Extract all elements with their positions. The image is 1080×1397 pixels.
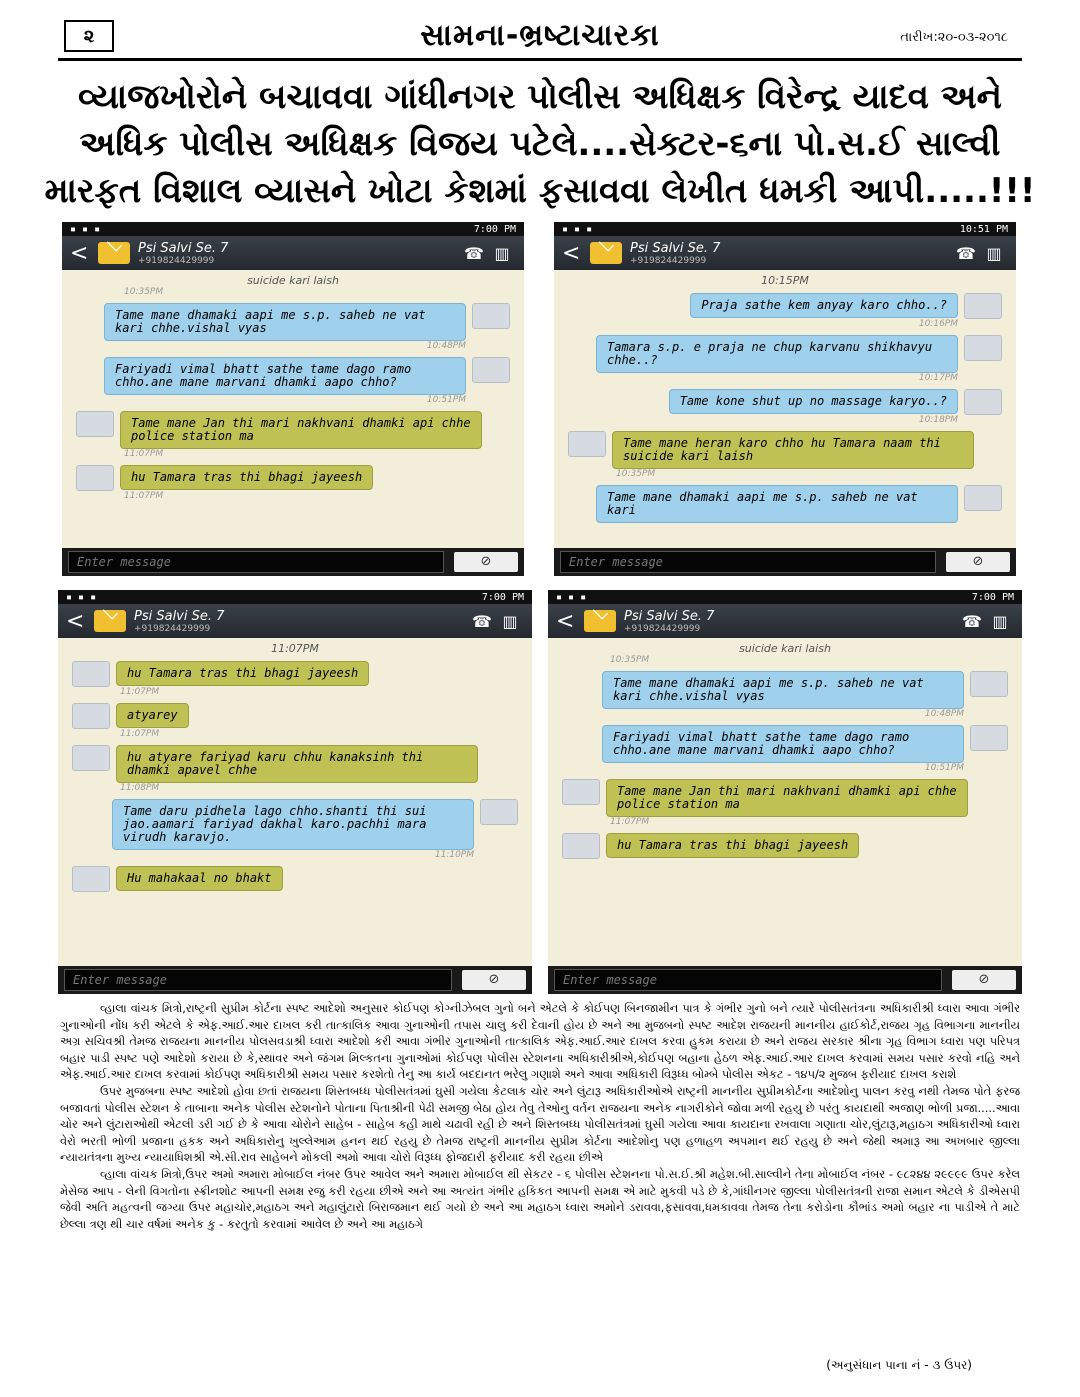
contact-number: +919824429999 (630, 255, 707, 266)
compose-bar (62, 548, 524, 576)
sent-message (562, 485, 1008, 523)
contact-avatar-icon (964, 389, 1002, 415)
contact-avatar-icon (970, 671, 1008, 697)
cutoff-text: 11:07PM (271, 642, 319, 655)
contact-avatar-icon (964, 335, 1002, 361)
headline (40, 74, 1040, 215)
compose-bar (548, 966, 1022, 994)
headline-line-3: મારફત વિશાલ વ્યાસને ખોટા કેશમાં ફસાવવા લેખીત ધમકી આપી.....!!! (44, 171, 1036, 211)
contact-avatar-icon (72, 661, 110, 687)
status-time: 7:00 PM (971, 591, 1014, 603)
message-bubble[interactable]: Tame daru pidhela lago chho.shanti thi sui jao.aamari fariyad dakhal karo.pachhi mara virudh karavjo. (112, 799, 474, 850)
message-envelope-icon (94, 610, 126, 632)
contact-avatar-icon (72, 703, 110, 729)
message-bubble[interactable]: Fariyadi vimal bhatt sathe tame dago ramo chho.ane mane marvani dhamki aapo chho? (602, 725, 964, 763)
contact-avatar-icon (472, 303, 510, 329)
message-list (62, 270, 524, 548)
message-timestamp: 10:35PM (610, 655, 650, 665)
received-message (66, 661, 524, 687)
contact-name: Psi Salvi Se. 7 (134, 608, 225, 624)
sms-screenshot-3 (58, 590, 532, 994)
contact-avatar-icon (970, 725, 1008, 751)
sent-message (562, 335, 1008, 373)
received-message (70, 411, 516, 449)
message-timestamp: 10:51PM (426, 395, 466, 405)
conversation-header (548, 604, 1022, 638)
message-input[interactable]: Enter message (560, 551, 936, 573)
message-list (554, 270, 1016, 548)
message-envelope-icon (584, 610, 616, 632)
received-message (70, 465, 516, 491)
message-timestamp: 10:16PM (918, 319, 958, 329)
received-message (66, 703, 524, 729)
message-bubble[interactable]: Tame mane dhamaki aapi me s.p. saheb ne vat kari (596, 485, 958, 523)
contact-number: +919824429999 (624, 623, 701, 634)
delete-trash-icon[interactable]: ▥ (502, 611, 518, 631)
status-icons: ▪ ▪ ▪ (562, 223, 593, 235)
contact-info (624, 609, 958, 634)
status-time: 7:00 PM (481, 591, 524, 603)
message-input[interactable]: Enter message (554, 969, 942, 991)
delete-trash-icon[interactable]: ▥ (992, 611, 1008, 631)
sent-message (556, 671, 1014, 709)
contact-number: +919824429999 (134, 623, 211, 634)
sms-screenshot-4 (548, 590, 1022, 994)
masthead (0, 0, 1080, 62)
cutoff-text: suicide kari laish (739, 642, 831, 655)
back-arrow-icon[interactable]: < (556, 608, 575, 634)
message-bubble[interactable]: Tame mane Jan thi mari nakhvani dhamki api chhe police station ma (606, 779, 968, 817)
message-bubble[interactable]: Tamara s.p. e praja ne chup karvanu shikhavyu chhe..? (596, 335, 958, 373)
contact-avatar-icon (472, 357, 510, 383)
message-list (548, 638, 1022, 966)
attach-send-button[interactable]: ⊘ (454, 552, 518, 572)
phone-call-icon[interactable]: ☎ (464, 243, 484, 263)
contact-info (138, 241, 460, 266)
message-bubble[interactable]: atyarey (116, 703, 189, 728)
contact-avatar-icon (72, 866, 110, 892)
message-bubble[interactable]: Tame kone shut up no massage karyo..? (669, 389, 958, 414)
back-arrow-icon[interactable]: < (562, 240, 581, 266)
conversation-header (62, 236, 524, 270)
phone-call-icon[interactable]: ☎ (472, 611, 492, 631)
article-paragraph-3: વ્હાલા વાંચક મિત્રો,ઉપર અમો અમારા મોબાઈલ નંબર ઉપર આવેલ અને અમારા મોબાઈલ થી સેકટર - ૬ પોલીસ સ્ટેશનના પો.સ.ઈ.શ્રી મહેશ.બી.સાલ્વીને તેના મોબાઈલ નંબર - ૯૮૨૪૪ ૨૯૯૯૯ ઉપર કરેલ મેસેજ આપ - લેની વિગતોના સ્ક્રીનશોટ આપની સમક્ષ રજુ કરી રહયા છીએ અને આ અત્યંત ગંભીર હકિકત આપની સમક્ષ એ માટે મુકવી પડે છે કે,ગાંધીનગર જીલ્લા પોલીસતંત્રની રાજા સમાન એટલે કે ડીએસપી જેવી અતિ મહત્વની જગ્યા ઉપર મહાચોર,મહાઠગ અને મહાલુંટારો બિરાજમાન થઈ ગયો છે અને આ મહાઠગ ધ્વારા અમોને ડરાવવા,ફસાવવા,ધમકાવવા તેમજ તેના કરોડોના કૌભાંડ અમો બહાર ના પાડીએ તે માટે છેલ્લા ત્રણ થી ચાર વર્ષમાં અનેક કુ - કરતુતો કરવામાં આવેલ છે અને આ મહાઠગે (60, 1166, 1020, 1231)
contact-avatar-icon (964, 293, 1002, 319)
contact-name: Psi Salvi Se. 7 (630, 240, 721, 256)
message-bubble[interactable]: Praja sathe kem anyay karo chho..? (690, 293, 958, 318)
status-icons: ▪ ▪ ▪ (66, 591, 97, 603)
phone-call-icon[interactable]: ☎ (956, 243, 976, 263)
message-bubble[interactable]: Tame mane heran karo chho hu Tamara naam thi suicide kari laish (612, 431, 974, 469)
status-bar (62, 222, 524, 236)
received-message (562, 431, 1008, 469)
sent-message (556, 725, 1014, 763)
article-paragraph-1: વ્હાલા વાંચક મિત્રો,રાષ્ટ્રની સુપ્રીમ કોર્ટના સ્પષ્ટ આદેશો અનુસાર કોઈપણ કોગ્નીઝેબલ ગુનો બને એટલે કે કોઈપણ બિનજામીન પાત્ર કે ગંભીર ગુનો બને ત્યારે પોલીસતંત્રના અધિકારીશ્રી ધ્વારા આવા ગંભીર ગુનાઓની નોંધ કરી એટલે કે એફ.આઈ.આર દાખલ કરી તાત્કાલિક આવા ગુનાઓની તપાસ ચાલુ કરી દેવાની હોય છે અને આ મુજબનો સ્પષ્ટ આદેશ રાજયની માનનીય હાઈકોર્ટ,રાજય ગૃહ વિભાગના માનનીય અગ્ર સચિવશ્રી તેમજ રાજયના માનનીય પોલસવડાશ્રી ધ્વારા આદેશો કરી આવા ગંભીર ગુનાઓની તાત્કાલિક એફ.આઈ.આર દાખલ કરવા હુકમ કરાયા છે અને રાજય સરકાર શ્રીના ગૃહ વિભાગ ધ્વારા પણ પરિપત્ર બહાર પાડી સ્પષ્ટ પણે આદેશો કરાયા છે કે,સ્થાવર અને જંગમ મિલ્કતના ગુનાઓમાં કોઈપણ પોલીસ સ્ટેશનના અધિકારીશ્રીએ,કોઈપણ બહાના હેઠળ એફ.આઈ.આર દાખલ કરવામાં સમય પસાર કરવો નહિ અને એફ.આઈ.આર દાખલ કરવામાં કોઈપણ અધિકારીશ્રી સમય પસાર કરશેતો તેનુ આ કાર્ય બદદાનત ભરેલુ ગણાશે અને આવા અધિકારી વિરૂધ્ધ બોમ્બે પોલીસ એકટ - ૧૪૫/૨ મુજબ ફરીયાદ દાખલ કરાશે (60, 1001, 1020, 1082)
message-timestamp: 10:18PM (918, 415, 958, 425)
message-bubble[interactable]: Hu mahakaal no bhakt (116, 866, 283, 891)
attach-send-button[interactable]: ⊘ (952, 970, 1016, 990)
message-timestamp: 10:17PM (918, 373, 958, 383)
header-rule (58, 58, 1022, 61)
contact-number: +919824429999 (138, 255, 215, 266)
message-timestamp: 11:07PM (120, 729, 160, 739)
message-timestamp: 11:07PM (124, 491, 164, 501)
contact-avatar-icon (562, 833, 600, 859)
message-bubble[interactable]: hu atyare fariyad karu chhu kanaksinh thi dhamki apavel chhe (116, 745, 478, 783)
phone-call-icon[interactable]: ☎ (962, 611, 982, 631)
attach-send-button[interactable]: ⊘ (462, 970, 526, 990)
contact-avatar-icon (76, 411, 114, 437)
message-bubble[interactable]: Tame mane Jan thi mari nakhvani dhamki api chhe police station ma (120, 411, 482, 449)
message-timestamp: 10:35PM (616, 469, 656, 479)
delete-trash-icon[interactable]: ▥ (986, 243, 1002, 263)
sent-message (562, 389, 1008, 415)
status-bar (554, 222, 1016, 236)
compose-bar (554, 548, 1016, 576)
status-bar (548, 590, 1022, 604)
back-arrow-icon[interactable]: < (66, 608, 85, 634)
message-timestamp: 10:51PM (924, 763, 964, 773)
contact-avatar-icon (568, 431, 606, 457)
message-bubble[interactable]: hu Tamara tras thi bhagi jayeesh (120, 465, 373, 490)
status-time: 7:00 PM (473, 223, 516, 235)
message-timestamp: 11:10PM (434, 850, 474, 860)
contact-info (630, 241, 952, 266)
headline-line-1: વ્યાજખોરોને બચાવવા ગાંધીનગર પોલીસ અધિક્ષક વિરેન્દ્ર યાદવ અને (78, 77, 1002, 117)
headline-line-2: અધિક પોલીસ અધિક્ષક વિજય પટેલે....સેક્ટર-૬ના પો.સ.ઈ સાલ્વી (79, 124, 1001, 164)
message-bubble[interactable]: Fariyadi vimal bhatt sathe tame dago ramo chho.ane mane marvani dhamki aapo chho? (104, 357, 466, 395)
message-timestamp: 10:35PM (124, 287, 164, 297)
message-envelope-icon (590, 242, 622, 264)
cutoff-text: 10:15PM (761, 274, 809, 287)
status-icons: ▪ ▪ ▪ (556, 591, 587, 603)
issue-date: તારીખ:૨૦-૦૩-૨૦૧૮ (900, 30, 1008, 45)
contact-avatar-icon (964, 485, 1002, 511)
contact-info (134, 609, 468, 634)
message-timestamp: 11:07PM (610, 817, 650, 827)
message-bubble[interactable]: Tame mane dhamaki aapi me s.p. saheb ne vat kari chhe.vishal vyas (602, 671, 964, 709)
attach-send-button[interactable]: ⊘ (946, 552, 1010, 572)
sent-message (562, 293, 1008, 319)
compose-bar (58, 966, 532, 994)
delete-trash-icon[interactable]: ▥ (494, 243, 510, 263)
sent-message (66, 799, 524, 850)
message-bubble[interactable]: hu Tamara tras thi bhagi jayeesh (116, 661, 369, 686)
status-icons: ▪ ▪ ▪ (70, 223, 101, 235)
received-message (556, 779, 1014, 817)
cutoff-text: suicide kari laish (247, 274, 339, 287)
status-bar (58, 590, 532, 604)
contact-name: Psi Salvi Se. 7 (624, 608, 715, 624)
received-message (66, 866, 524, 892)
message-input[interactable]: Enter message (68, 551, 444, 573)
message-envelope-icon (98, 242, 130, 264)
article-body (60, 1000, 1020, 1232)
newspaper-name: સામના-ભ્રષ્ટાચારકા (420, 18, 660, 53)
received-message (66, 745, 524, 783)
status-time: 10:51 PM (959, 223, 1008, 235)
article-paragraph-2: ઉપર મુજબના સ્પષ્ટ આદેશો હોવા છતાં રાજયના શિસ્તબધ્ધ પોલીસતંત્રમાં ઘુસી ગયેલા કેટલાક ચોર અને લુંટારૂ અધિકારીઓએ રાષ્ટ્રની માનનીય સુપ્રીમકોર્ટના આદેશોનુ પાલન કરવુ નથી તેમજ પોતે ફરજ બજાવતાં પોલીસ સ્ટેશન કે તાબાના અનેક પોલીસ સ્ટેશનોને પોતાના પિતાશ્રીની પેઢી સમજી બેઠા હોય તેવુ તેઓનુ વર્તન રાજયના અનેક નાગરીકોને જોવા મળી રહયુ છે પરંતુ કાયદાથી અજાણ ભોળી પ્રજા.....આવા ચોર અને લુંટારાઓથી એટલી ડરી ગઈ છે કે આવા ચોરોને સાહેબ - સાહેબ કહી માથે ચઢાવી રહી છે અને શિસ્તબધ્ધ પોલીસતંત્રમાં ઘુસી ગયેલા આવા કાયદાના રખવાલા ગણાતા ચોર,લુંટારૂ,મહાઠગ અધિકારીઓ ધ્વારા વેરો ભરતી ભોળી પ્રજાના હકક અને અધિકારોનુ ખુલ્લેઆમ હનન થઈ રહયુ છે તેમજ રાષ્ટ્રની માનનીય સુપ્રીમ કોર્ટના આદેશોનુ પણ હળાહળ અપમાન થઈ રહયુ છે અને જેથી અમારૂ આ અખબાર જીલ્લા ન્યાયતંત્રના મુખ્ય ન્યાયાધિશશ્રી એ.સી.રાવ સાહેબને મોકલી અમો આવા ચોરો વિરૂધ્ધ ફોજદારી ફરીયાદ કરી રહયા છીએ (60, 1083, 1020, 1165)
message-timestamp: 10:48PM (426, 341, 466, 351)
message-bubble[interactable]: hu Tamara tras thi bhagi jayeesh (606, 833, 859, 858)
message-bubble[interactable]: Tame mane dhamaki aapi me s.p. saheb ne vat kari chhe.vishal vyas (104, 303, 466, 341)
page-number: ૨ (64, 20, 114, 52)
contact-avatar-icon (480, 799, 518, 825)
message-timestamp: 10:48PM (924, 709, 964, 719)
message-timestamp: 11:07PM (120, 687, 160, 697)
message-timestamp: 11:08PM (120, 783, 160, 793)
sms-screenshot-1 (62, 222, 524, 576)
conversation-header (554, 236, 1016, 270)
sms-screenshot-2 (554, 222, 1016, 576)
contact-avatar-icon (72, 745, 110, 771)
sent-message (70, 357, 516, 395)
message-list (58, 638, 532, 966)
message-timestamp: 11:07PM (124, 449, 164, 459)
received-message (556, 833, 1014, 859)
back-arrow-icon[interactable]: < (70, 240, 89, 266)
contact-name: Psi Salvi Se. 7 (138, 240, 229, 256)
contact-avatar-icon (562, 779, 600, 805)
sent-message (70, 303, 516, 341)
message-input[interactable]: Enter message (64, 969, 452, 991)
continued-note: (અનુસંધાન પાના નં - ૩ ઉપર) (826, 1358, 972, 1372)
contact-avatar-icon (76, 465, 114, 491)
conversation-header (58, 604, 532, 638)
